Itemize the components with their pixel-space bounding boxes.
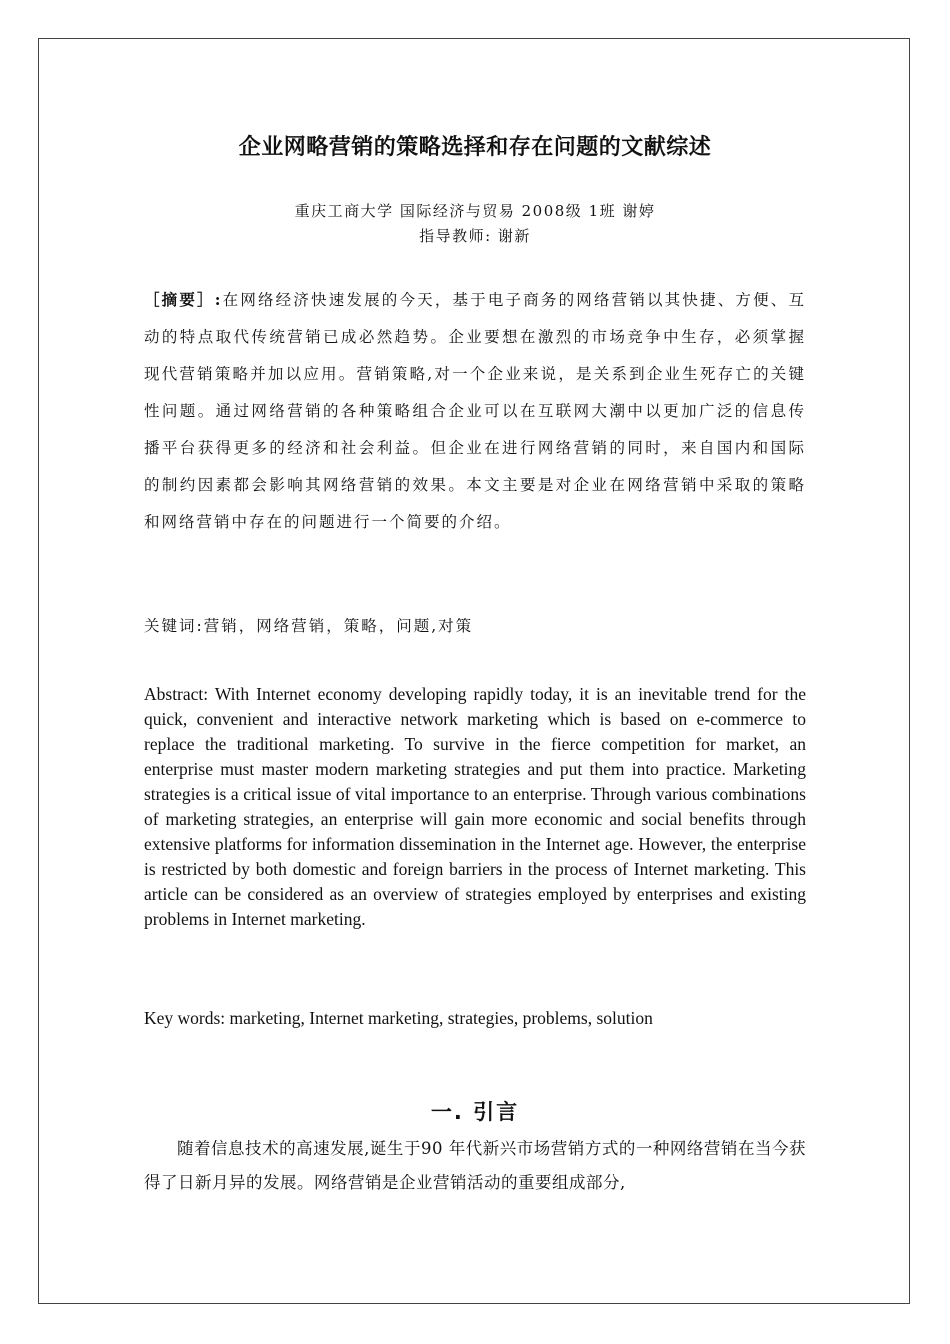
introduction-paragraph: 随着信息技术的高速发展,诞生于90 年代新兴市场营销方式的一种网络营销在当今获得了日新月异的发展。网络营销是企业营销活动的重要组成部分, xyxy=(144,1139,806,1192)
document-title: 企业网略营销的策略选择和存在问题的文献综述 xyxy=(238,135,712,160)
english-abstract: Abstract: With Internet economy developing rapidly today, it is an inevitable trend for the quick, convenient and interactive network marketing which is based on e-commerce to replace the traditional marketing. To survive in the fierce competition for market, an enterprise must master modern marketing strategies and put them into practice. Marketing strategies is a critical issue of vital importance to an enterprise. Through various combinations of marketing strategies, an enterprise will gain more economic and social benefits through extensive platforms for information dissemination in the Internet age. However, the enterprise is restricted by both domestic and foreign barriers in the process of Internet marketing. This article can be considered as an overview of strategies employed by enterprises and existing problems in Internet marketing. xyxy=(144,684,806,929)
chinese-keywords-text: 营销，网络营销，策略，问题,对策 xyxy=(203,617,474,635)
chinese-keywords-label: 关键词: xyxy=(144,617,204,635)
chinese-abstract-text: 在网络经济快速发展的今天，基于电子商务的网络营销以其快捷、方便、互动的特点取代传统营销已成必然趋势。企业要想在激烈的市场竞争中生存，必须掌握现代营销策略并加以应用。营销策略,对一个企业来说，是关系到企业生死存亡的关键性问题。通过网络营销的各种策略组合企业可以在互联网大潮中以更加广泛的信息传播平台获得更多的经济和社会利益。但企业在进行网络营销的同时，来自国内和国际的制约因素都会影响其网络营销的效果。本文主要是对企业在网络营销中采取的策略和网络营销中存在的问题进行一个简要的介绍。 xyxy=(144,291,806,531)
author-line: 重庆工商大学 国际经济与贸易 2008级 1班 谢婷 xyxy=(294,202,656,220)
english-keywords: Key words: marketing, Internet marketing, strategies, problems, solution xyxy=(144,1008,653,1028)
section-heading-introduction: 一. 引言 xyxy=(430,1100,520,1124)
chinese-abstract xyxy=(144,281,806,541)
chinese-abstract-label: ［摘要］: xyxy=(144,290,223,309)
advisor-line: 指导教师: 谢新 xyxy=(419,227,531,245)
chinese-keywords xyxy=(144,612,806,640)
